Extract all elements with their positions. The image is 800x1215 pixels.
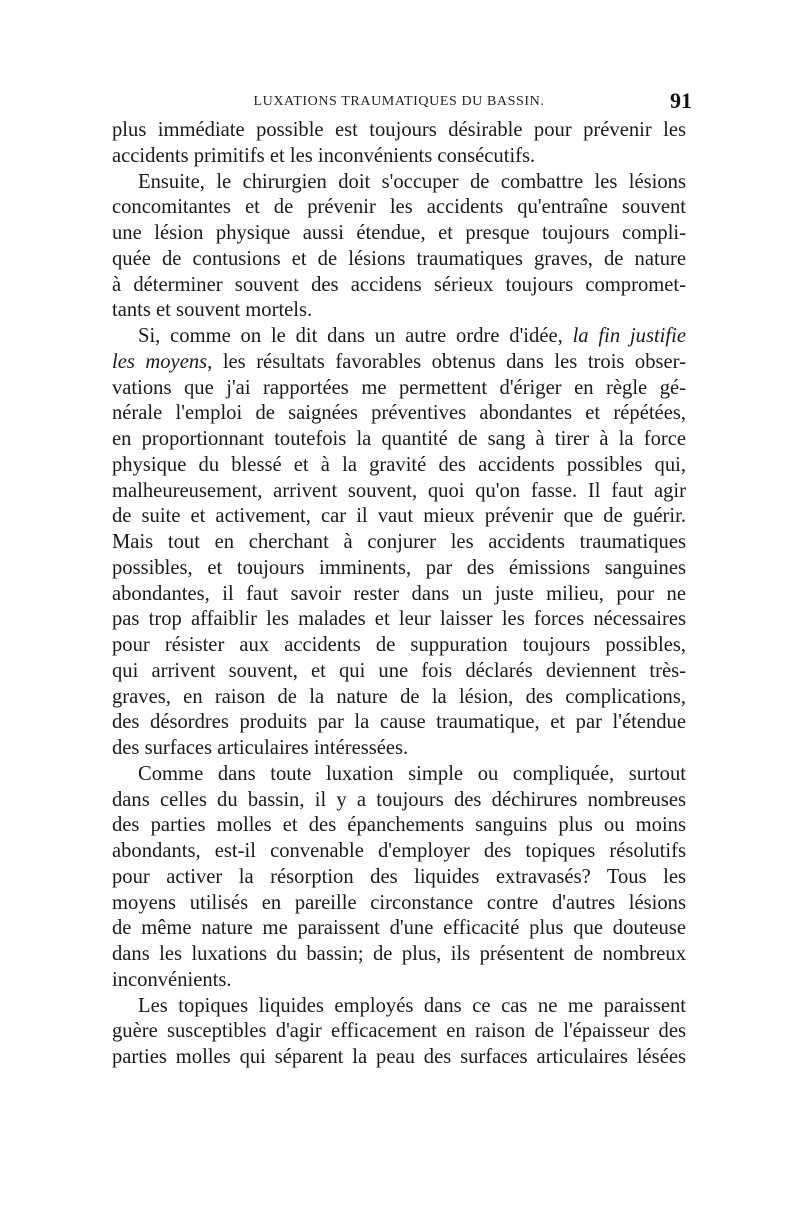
text-line: de suite et activement, car il vaut mieux prévenir que de guérir.	[112, 505, 686, 528]
text-line: pour résister aux accidents de suppuration toujours possibles,	[112, 634, 686, 656]
text-line: dans celles du bassin, il y a toujours des déchirures nombreuses	[112, 788, 686, 811]
text-run: , les résultats favorables obtenus dans les trois obser-	[207, 350, 686, 373]
text-line: parties molles qui séparent la peau des surfaces articulaires lésées	[112, 1046, 686, 1068]
text-line: pour activer la résorption des liquides extravasés? Tous les	[112, 865, 686, 888]
text-line: graves, en raison de la nature de la lésion, des complications,	[112, 685, 686, 708]
text-line: des parties molles et des épanchements sanguins plus ou moins	[112, 814, 686, 837]
text-line: moyens utilisés en pareille circonstance contre d'autres lésions	[112, 891, 686, 914]
text-line: en proportionnant toutefois la quantité de sang à tirer à la force	[112, 428, 686, 450]
text-line: accidents primitifs et les inconvénients consécutifs.	[112, 144, 536, 167]
text-line: physique du blessé et à la gravité des accidents possibles qui,	[112, 453, 686, 476]
text-line: pas trop affaiblir les malades et leur laisser les forces nécessaires	[112, 608, 686, 631]
paragraph-1	[112, 118, 686, 170]
text-line-with-italic	[112, 350, 686, 376]
text-line: abondantes, il faut savoir rester dans un juste milieu, pour ne	[112, 582, 686, 605]
text-line: nérale l'emploi de saignées préventives abondantes et répétées,	[112, 402, 686, 425]
text-line: des surfaces articulaires intéressées.	[112, 737, 409, 759]
text-line: à déterminer souvent des accidens sérieux toujours compromet-	[112, 273, 686, 296]
text-line: inconvénients.	[112, 968, 232, 991]
text-line-with-italic	[112, 324, 686, 350]
paragraph-4	[112, 762, 686, 994]
paragraph-3	[112, 324, 686, 762]
text-line: possibles, et toujours imminents, par des émissions sanguines	[112, 556, 686, 579]
text-line: tants et souvent mortels.	[112, 299, 313, 322]
text-line: dans les luxations du bassin; de plus, ils présentent de nombreux	[112, 943, 686, 965]
italic-phrase: la fin justifie	[572, 325, 686, 347]
text-line: Mais tout en cherchant à conjurer les accidents traumatiques	[112, 531, 686, 553]
text-line: quée de contusions et de lésions traumatiques graves, de nature	[112, 247, 686, 270]
text-line: abondants, est-il convenable d'employer des topiques résolutifs	[112, 840, 686, 862]
text-line: Les topiques liquides employés dans ce cas ne me paraissent	[138, 994, 686, 1017]
text-line: Comme dans toute luxation simple ou compliquée, surtout	[138, 762, 686, 785]
text-line: des désordres produits par la cause traumatique, et par l'étendue	[112, 711, 686, 734]
paragraph-2	[112, 170, 686, 325]
paragraph-5	[112, 994, 686, 1071]
running-title: LUXATIONS TRAUMATIQUES DU BASSIN.	[253, 94, 545, 109]
text-line: de même nature me paraissent d'une efficacité plus que douteuse	[112, 917, 686, 940]
text-line: une lésion physique aussi étendue, et presque toujours compli-	[112, 222, 686, 244]
text-line: malheureusement, arrivent souvent, quoi qu'on fasse. Il faut agir	[112, 479, 686, 502]
book-page	[112, 88, 692, 1071]
text-line: Ensuite, le chirurgien doit s'occuper de combattre les lésions	[138, 170, 686, 193]
text-line: concomitantes et de prévenir les accidents qu'entraîne souvent	[112, 196, 686, 219]
text-line: plus immédiate possible est toujours désirable pour prévenir les	[112, 119, 686, 141]
text-line: guère susceptibles d'agir efficacement en raison de l'épaisseur des	[112, 1020, 686, 1043]
italic-phrase: les moyens	[112, 350, 208, 373]
page-number: 91	[670, 88, 692, 113]
text-line: vations que j'ai rapportées me permettent d'ériger en règle gé-	[112, 376, 686, 399]
text-line: qui arrivent souvent, et qui une fois déclarés deviennent très-	[112, 659, 686, 682]
running-header	[112, 88, 692, 118]
text-run: Si, comme on le dit dans un autre ordre d'idée,	[138, 325, 573, 347]
